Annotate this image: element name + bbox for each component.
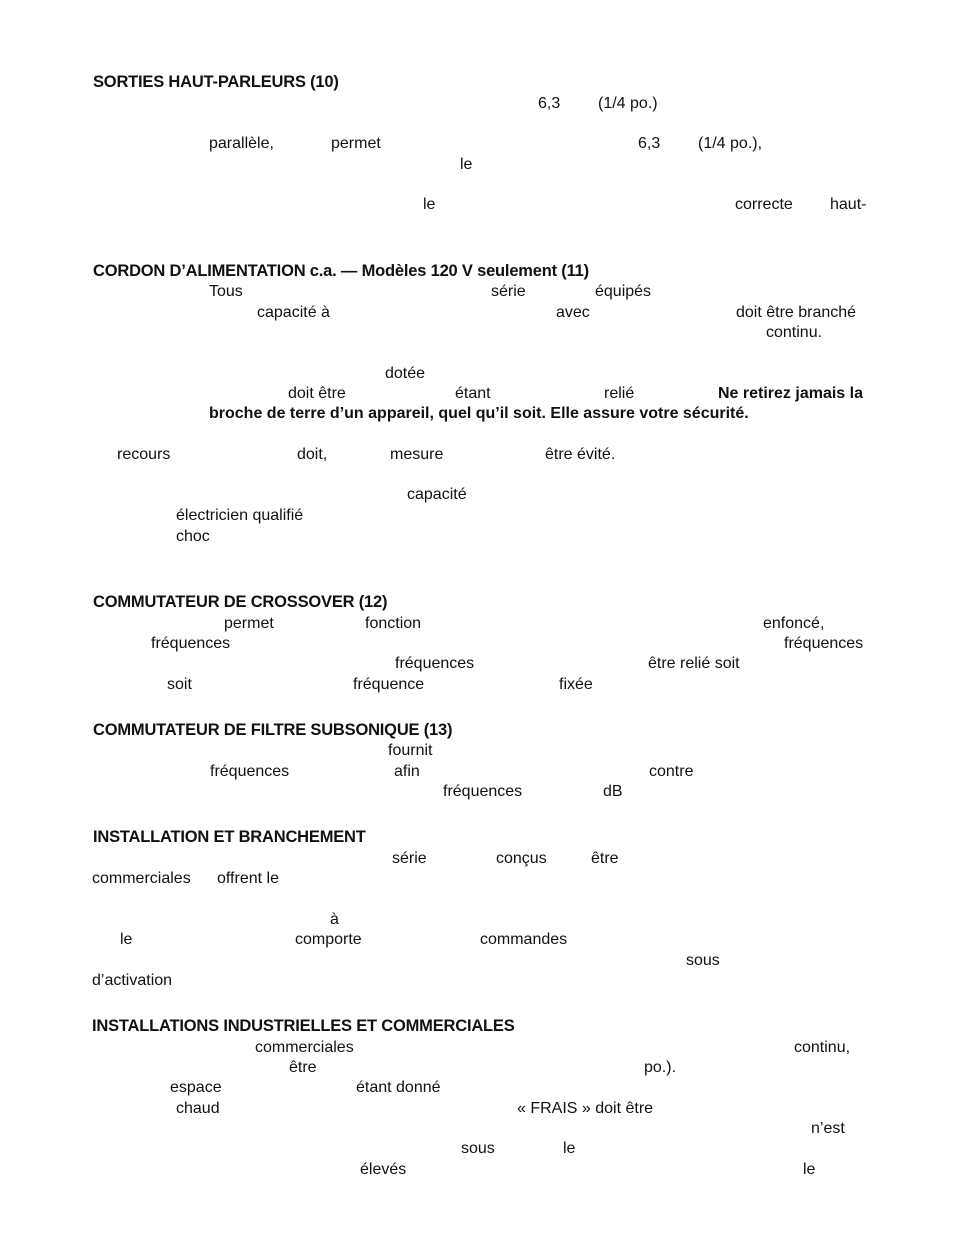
- text-fragment: le: [563, 1140, 576, 1157]
- text-fragment: fréquences: [443, 783, 523, 800]
- text-fragment: équipés: [595, 283, 652, 300]
- text-fragment: continu.: [766, 324, 823, 341]
- text-fragment: commerciales: [255, 1039, 354, 1056]
- text-fragment: choc: [176, 528, 210, 545]
- text-fragment: série: [491, 283, 526, 300]
- text-fragment: chaud: [176, 1100, 220, 1117]
- text-fragment: série: [392, 850, 427, 867]
- text-fragment: être relié soit: [648, 655, 740, 672]
- text-fragment: d’activation: [92, 972, 173, 989]
- text-fragment: comporte: [295, 931, 362, 948]
- text-fragment: doit être: [288, 385, 346, 402]
- text-fragment: avec: [556, 304, 590, 321]
- text-fragment: (1/4 po.): [598, 95, 658, 112]
- heading-power-cord: CORDON D’ALIMENTATION c.a. — Modèles 120 V seulement (11): [93, 262, 589, 280]
- text-fragment: po.).: [644, 1059, 677, 1076]
- text-fragment: correcte: [735, 196, 793, 213]
- text-fragment: 6,3: [638, 135, 661, 152]
- text-fragment: fréquences: [784, 635, 864, 652]
- text-fragment: être: [591, 850, 619, 867]
- text-fragment: le: [803, 1161, 816, 1178]
- text-fragment: doit être branché: [736, 304, 857, 321]
- text-fragment: étant: [455, 385, 491, 402]
- heading-installation: INSTALLATION ET BRANCHEMENT: [93, 828, 366, 846]
- text-fragment: permet: [331, 135, 381, 152]
- text-fragment: (1/4 po.),: [698, 135, 763, 152]
- text-fragment: n’est: [811, 1120, 845, 1137]
- text-fragment: être: [289, 1059, 317, 1076]
- text-fragment: fixée: [559, 676, 593, 693]
- text-fragment: le: [120, 931, 133, 948]
- text-fragment: contre: [649, 763, 694, 780]
- text-fragment: le: [460, 156, 473, 173]
- text-fragment: Tous: [209, 283, 243, 300]
- text-fragment: électricien qualifié: [176, 507, 304, 524]
- text-fragment: afin: [394, 763, 420, 780]
- text-fragment: sous: [461, 1140, 495, 1157]
- heading-speaker-outputs: SORTIES HAUT-PARLEURS (10): [93, 73, 339, 91]
- heading-crossover-switch: COMMUTATEUR DE CROSSOVER (12): [93, 593, 388, 611]
- text-fragment: fréquences: [395, 655, 475, 672]
- text-fragment: fonction: [365, 615, 422, 632]
- text-fragment: parallèle,: [209, 135, 274, 152]
- text-fragment: recours: [117, 446, 171, 463]
- text-fragment: commerciales: [92, 870, 191, 887]
- text-fragment: continu,: [794, 1039, 851, 1056]
- text-fragment: capacité: [407, 486, 467, 503]
- text-fragment: conçus: [496, 850, 547, 867]
- heading-subsonic-filter: COMMUTATEUR DE FILTRE SUBSONIQUE (13): [93, 721, 453, 739]
- text-fragment: commandes: [480, 931, 568, 948]
- text-fragment: élevés: [360, 1161, 407, 1178]
- text-fragment: mesure: [390, 446, 444, 463]
- text-fragment: fréquence: [353, 676, 425, 693]
- text-fragment: dB: [603, 783, 623, 800]
- text-fragment: « FRAIS » doit être: [517, 1100, 654, 1117]
- text-fragment: permet: [224, 615, 274, 632]
- text-fragment: à: [330, 911, 339, 928]
- text-fragment: haut-: [830, 196, 867, 213]
- text-fragment: enfoncé,: [763, 615, 825, 632]
- text-fragment: offrent le: [217, 870, 279, 887]
- safety-warning: Ne retirez jamais la: [718, 385, 863, 402]
- text-fragment: capacité à: [257, 304, 330, 321]
- text-fragment: le: [423, 196, 436, 213]
- safety-warning: broche de terre d’un appareil, quel qu’il soit. Elle assure votre sécurité.: [209, 405, 749, 422]
- text-fragment: étant donné: [356, 1079, 441, 1096]
- text-fragment: fournit: [388, 742, 433, 759]
- text-fragment: dotée: [385, 365, 426, 382]
- text-fragment: sous: [686, 952, 720, 969]
- text-fragment: fréquences: [210, 763, 290, 780]
- heading-industrial-installations: INSTALLATIONS INDUSTRIELLES ET COMMERCIALES: [92, 1017, 515, 1035]
- text-fragment: relié: [604, 385, 635, 402]
- text-fragment: être évité.: [545, 446, 616, 463]
- text-fragment: doit,: [297, 446, 328, 463]
- text-fragment: soit: [167, 676, 192, 693]
- text-fragment: fréquences: [151, 635, 231, 652]
- text-fragment: 6,3: [538, 95, 561, 112]
- text-fragment: espace: [170, 1079, 222, 1096]
